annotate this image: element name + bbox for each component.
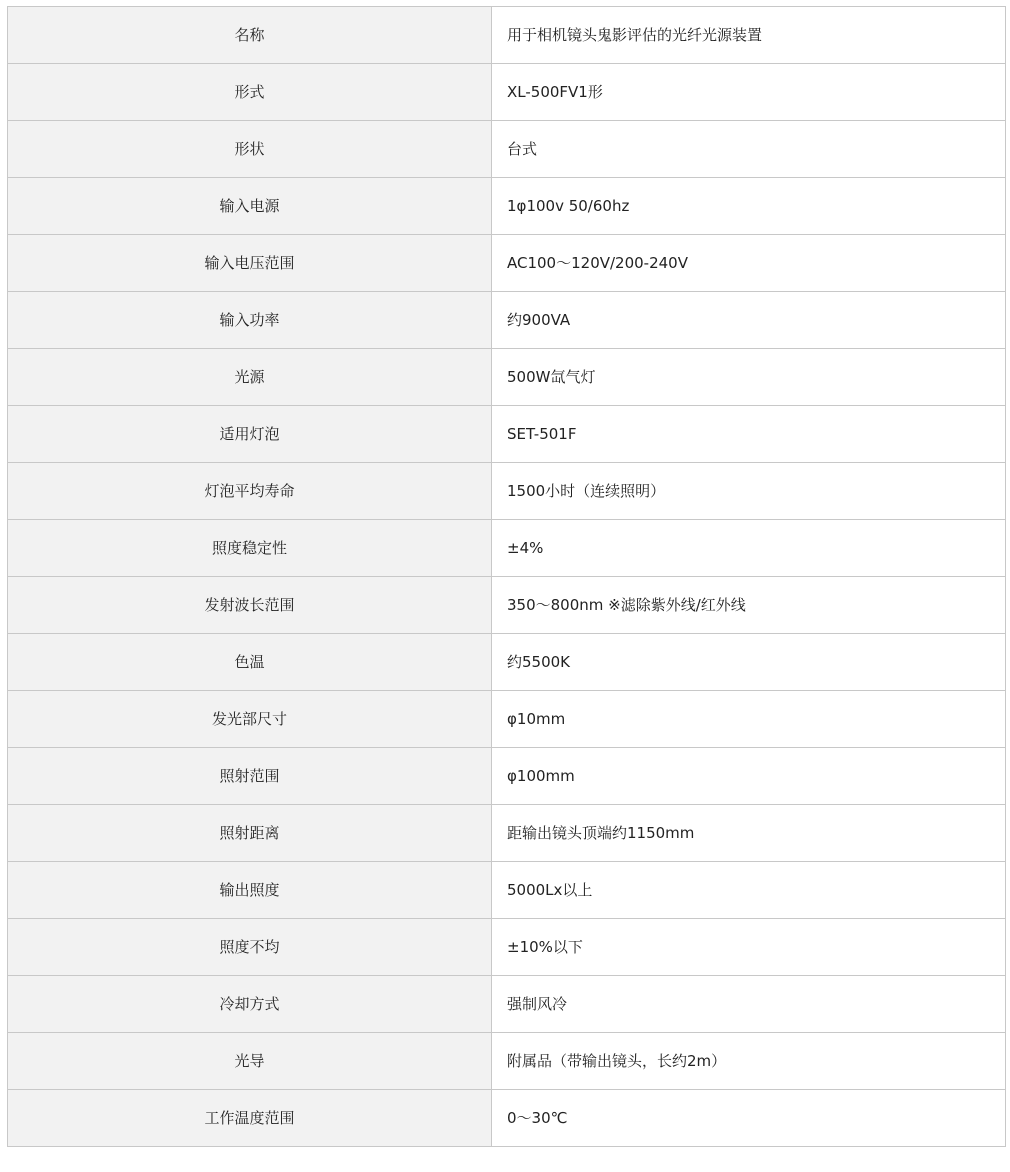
spec-row	[8, 121, 1006, 178]
spec-value: 1500小时（连续照明）	[492, 463, 1006, 520]
spec-value: 5000Lx以上	[492, 862, 1006, 919]
spec-label: 冷却方式	[8, 976, 492, 1033]
spec-label: 名称	[8, 7, 492, 64]
spec-label: 色温	[8, 634, 492, 691]
spec-row	[8, 7, 1006, 64]
spec-label: 输入电源	[8, 178, 492, 235]
spec-row	[8, 235, 1006, 292]
spec-value: ±4%	[492, 520, 1006, 577]
spec-label: 形式	[8, 64, 492, 121]
spec-value: 350～800nm ※滤除紫外线/红外线	[492, 577, 1006, 634]
spec-label: 照射范围	[8, 748, 492, 805]
spec-row	[8, 976, 1006, 1033]
spec-value: 附属品（带输出镜头，长约2m）	[492, 1033, 1006, 1090]
spec-value: 500W氙气灯	[492, 349, 1006, 406]
spec-value: 距输出镜头顶端约1150mm	[492, 805, 1006, 862]
spec-value: AC100～120V/200-240V	[492, 235, 1006, 292]
spec-row	[8, 691, 1006, 748]
spec-row	[8, 1090, 1006, 1147]
spec-label: 发射波长范围	[8, 577, 492, 634]
spec-row	[8, 862, 1006, 919]
spec-row	[8, 178, 1006, 235]
spec-label: 形状	[8, 121, 492, 178]
spec-label: 照射距离	[8, 805, 492, 862]
spec-label: 光源	[8, 349, 492, 406]
spec-value: 用于相机镜头鬼影评估的光纤光源装置	[492, 7, 1006, 64]
spec-label: 灯泡平均寿命	[8, 463, 492, 520]
spec-row	[8, 805, 1006, 862]
spec-value: SET-501F	[492, 406, 1006, 463]
spec-table	[7, 6, 1006, 1147]
spec-row	[8, 292, 1006, 349]
spec-label: 适用灯泡	[8, 406, 492, 463]
spec-value: 约900VA	[492, 292, 1006, 349]
spec-value: 1φ100v 50/60hz	[492, 178, 1006, 235]
spec-value: ±10%以下	[492, 919, 1006, 976]
spec-value: φ10mm	[492, 691, 1006, 748]
spec-label: 输入功率	[8, 292, 492, 349]
spec-value: φ100mm	[492, 748, 1006, 805]
spec-row	[8, 64, 1006, 121]
spec-value: 0～30℃	[492, 1090, 1006, 1147]
spec-label: 输入电压范围	[8, 235, 492, 292]
spec-row	[8, 919, 1006, 976]
spec-value: 台式	[492, 121, 1006, 178]
spec-value: 约5500K	[492, 634, 1006, 691]
spec-row	[8, 577, 1006, 634]
spec-row	[8, 1033, 1006, 1090]
spec-label: 照度不均	[8, 919, 492, 976]
spec-label: 光导	[8, 1033, 492, 1090]
spec-value: XL-500FV1形	[492, 64, 1006, 121]
spec-row	[8, 520, 1006, 577]
spec-value: 强制风冷	[492, 976, 1006, 1033]
spec-row	[8, 463, 1006, 520]
spec-row	[8, 634, 1006, 691]
spec-table-body	[8, 7, 1006, 1147]
spec-label: 输出照度	[8, 862, 492, 919]
spec-label: 发光部尺寸	[8, 691, 492, 748]
spec-row	[8, 748, 1006, 805]
spec-row	[8, 349, 1006, 406]
spec-label: 照度稳定性	[8, 520, 492, 577]
spec-row	[8, 406, 1006, 463]
spec-label: 工作温度范围	[8, 1090, 492, 1147]
